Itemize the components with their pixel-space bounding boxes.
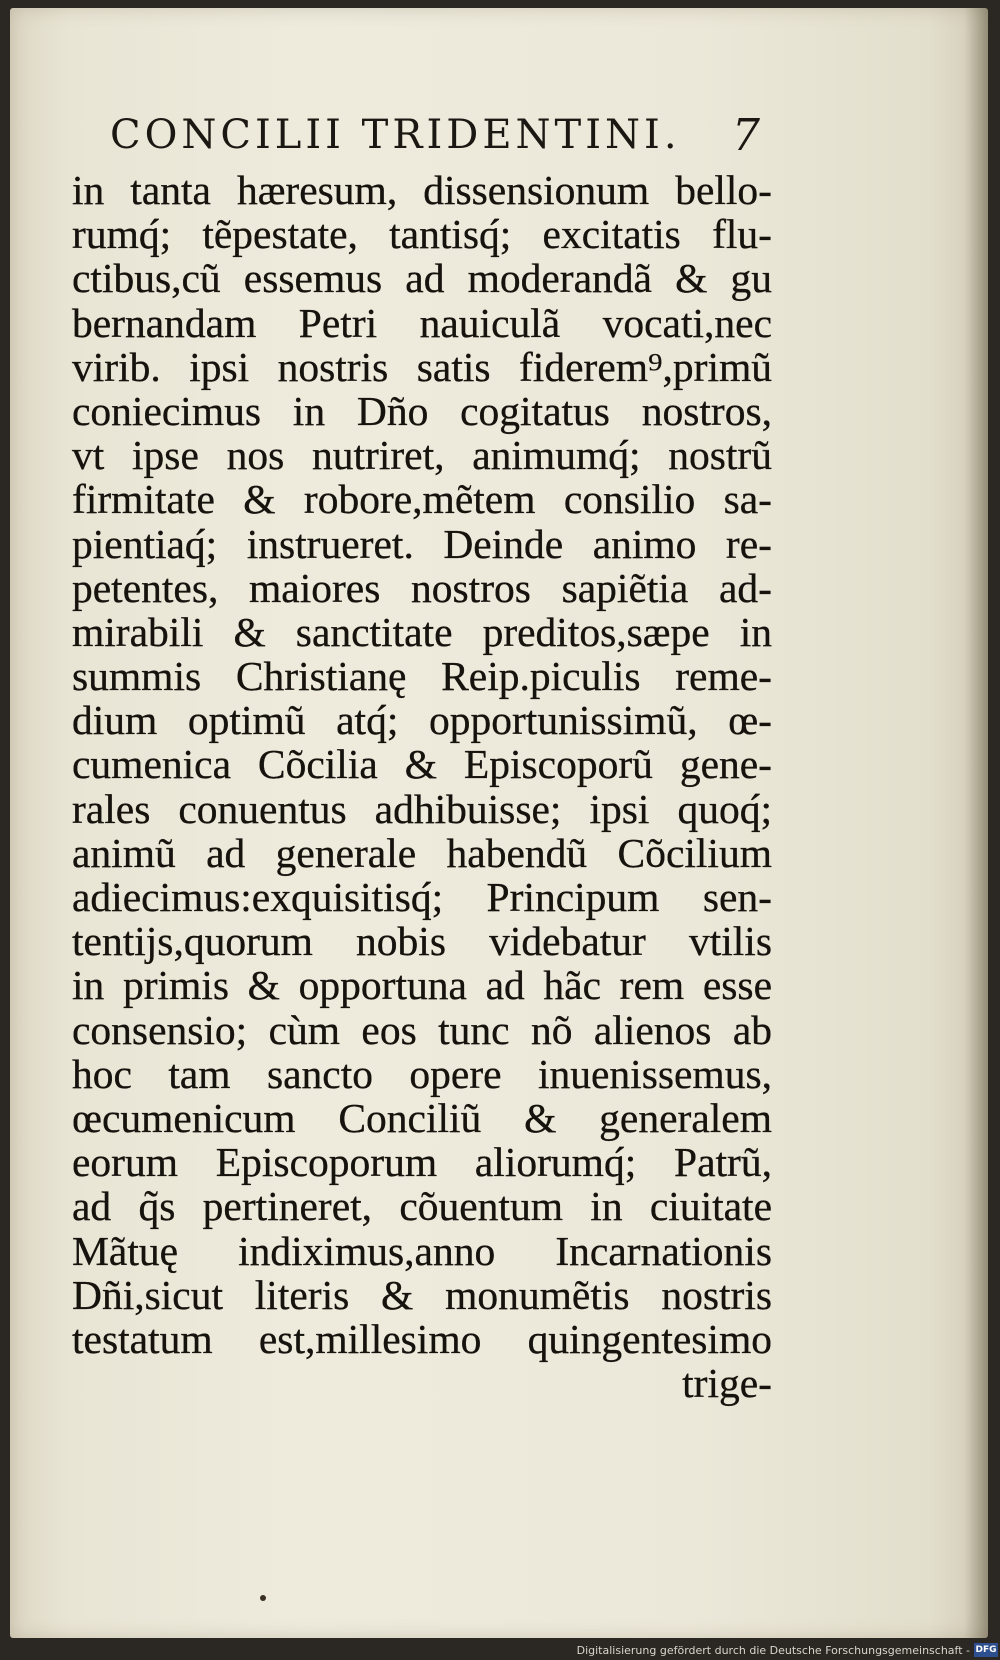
book-page [10, 8, 988, 1638]
text-line: vt ipse nos nutriret, animumq́; nostrũ [72, 432, 772, 479]
text-line: in primis & opportuna ad hãc rem esse [72, 962, 772, 1009]
text-line: cumenica Cõcilia & Episcoporũ gene- [72, 741, 772, 788]
text-line: rales conuentus adhibuisse; ipsi quoq́; [72, 785, 772, 832]
text-line: pientiaq́; instrueret. Deinde animo re- [72, 520, 772, 567]
running-title: CONCILII TRIDENTINI. [110, 112, 681, 158]
ink-speck [260, 1595, 266, 1601]
text-line: animũ ad generale habendũ Cõcilium [72, 829, 772, 876]
text-line: tentijs,quorum nobis videbatur vtilis [72, 918, 772, 965]
text-line: summis Christianę Reip.piculis reme- [72, 653, 772, 700]
text-line: bernandam Petri nauiculã vocati,nec [72, 299, 772, 346]
text-line: ad q̃s pertineret, cõuentum in ciuitate [72, 1183, 772, 1230]
text-line: in tanta hæresum, dissensionum bello- [72, 167, 772, 213]
text-line: Mãtuę indiximus,anno Incarnationis [72, 1227, 772, 1274]
catchword: trige- [682, 1360, 772, 1407]
text-line: eorum Episcoporum aliorumq́; Patrũ, [72, 1139, 772, 1186]
page-edge-shadow [964, 8, 988, 1638]
text-line: Dñi,sicut literis & monumẽtis nostris [72, 1271, 772, 1318]
running-header [110, 108, 760, 168]
funding-credit: Digitalisierung gefördert durch die Deutsche Forschungsgemeinschaft - [576, 1644, 970, 1657]
dfg-logo-icon: DFG [975, 1645, 997, 1655]
text-line: coniecimus in Dño cogitatus nostros, [72, 387, 772, 434]
text-line: adiecimus:exquisitisq́; Principum sen- [72, 874, 772, 920]
text-line: testatum est,millesimo quingentesimo [72, 1315, 772, 1362]
text-line: ctibus,cũ essemus ad moderandã & gu [72, 255, 772, 302]
body-text [72, 168, 772, 1405]
text-line: virib. ipsi nostris satis fiderem⁹,primũ [72, 343, 772, 390]
text-line: hoc tam sancto opere inuenissemus, [72, 1050, 772, 1097]
text-line: rumq́; tẽpestate, tantisq́; excitatis flu- [72, 211, 772, 258]
text-line: mirabili & sanctitate preditos,sæpe in [72, 608, 772, 655]
text-line: consensio; cùm eos tunc nõ alienos ab [72, 1006, 772, 1053]
text-line: petentes, maiores nostros sapiẽtia ad- [72, 564, 772, 611]
text-line: œcumenicum Conciliũ & generalem [72, 1094, 772, 1141]
text-line: firmitate & robore,mẽtem consilio sa- [72, 476, 772, 523]
text-line: dium optimũ atq́; opportunissimũ, œ- [72, 697, 772, 744]
digitization-footer [0, 1638, 1000, 1660]
page-number: 7 [732, 110, 760, 161]
